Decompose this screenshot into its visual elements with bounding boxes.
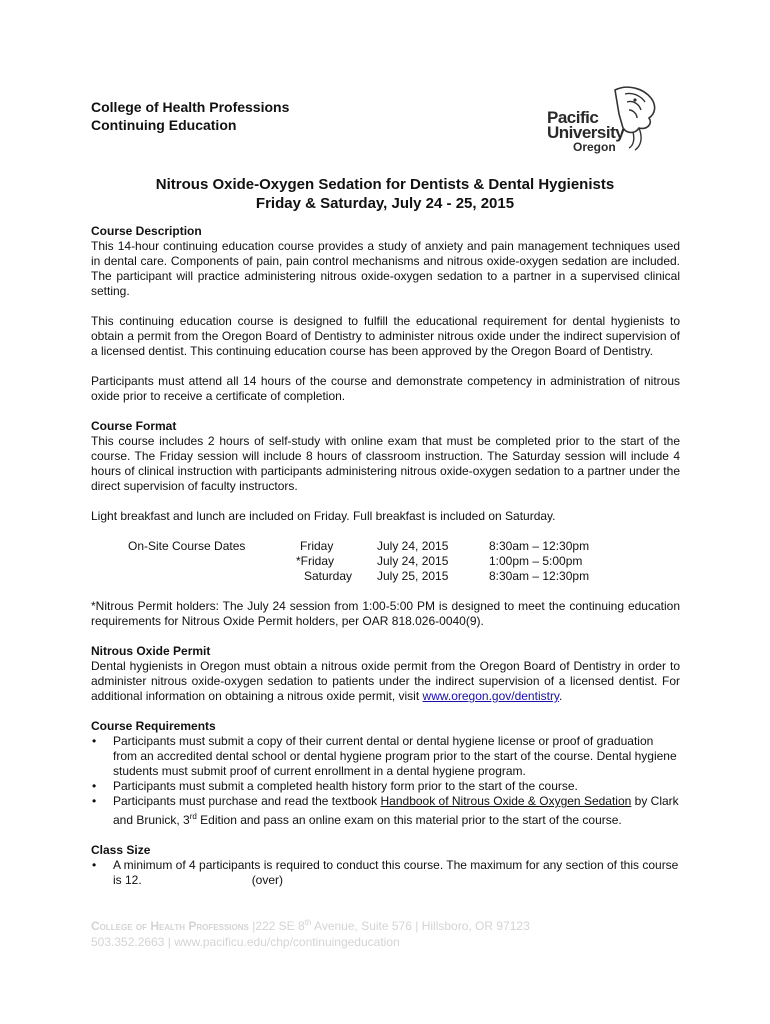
date-value: July 24, 2015 xyxy=(377,554,449,568)
date-value: July 24, 2015 xyxy=(377,539,449,553)
list-item xyxy=(113,794,680,828)
table-row xyxy=(128,569,589,584)
header-department: Continuing Education xyxy=(91,117,237,133)
list-item: • Participants must submit a completed health history form prior to the start of the course. xyxy=(113,779,680,794)
date-time: 1:00pm – 5:00pm xyxy=(489,554,583,568)
table-row xyxy=(128,539,589,554)
title-line-2: Friday & Saturday, July 24 - 25, 2015 xyxy=(255,195,515,212)
course-format-heading: Course Format xyxy=(91,419,177,433)
table-row xyxy=(128,554,589,569)
course-description-heading: Course Description xyxy=(91,224,202,238)
requirement-text: Edition and pass an online exam on this material prior to the start of the course. xyxy=(196,813,622,827)
textbook-title: Handbook of Nitrous Oxide & Oxygen Sedation xyxy=(380,794,632,808)
document-body xyxy=(91,224,680,888)
footer-address-line xyxy=(91,915,530,934)
permit-holders-note: *Nitrous Permit holders: The July 24 session from 1:00-5:00 PM is designed to meet the continuing education requirements for Nitrous Oxide Permit holders, per OAR 818.026-0040(9). xyxy=(91,599,680,628)
permit-end: . xyxy=(559,689,563,703)
page-footer xyxy=(91,915,530,950)
logo-line-2: University xyxy=(547,123,625,142)
description-paragraph-2: This continuing education course is designed to fulfill the educational requirement for dental hygienists to obtain a permit from the Oregon Board of Dentistry to administer nitrous oxide under the indirect supervision of a licensed dentist. This continuing education course has been approved by the Oregon Board of Dentistry. xyxy=(91,314,680,358)
footer-contact: 503.352.2663 | www.pacificu.edu/chp/continuingeducation xyxy=(91,935,400,949)
logo-line-3: Oregon xyxy=(573,140,616,154)
footer-org: College of Health Professions xyxy=(91,919,249,933)
dentistry-link[interactable]: www.oregon.gov/dentistry xyxy=(422,689,560,703)
permit-text: Dental hygienists in Oregon must obtain a nitrous oxide permit from the Oregon Board of Dentistry in order to administer nitrous oxide-oxygen sedation to patients under the indirect supervision of a licensed dentist. For additional information on obtaining a nitrous oxide permit, visit xyxy=(91,659,680,703)
date-value: July 25, 2015 xyxy=(377,569,449,583)
footer-address: |222 SE 8 xyxy=(248,919,305,933)
class-size-heading: Class Size xyxy=(91,843,151,857)
title-line-1: Nitrous Oxide-Oxygen Sedation for Dentists & Dental Hygienists xyxy=(155,176,615,193)
footer-ordinal: th xyxy=(304,918,312,927)
list-item xyxy=(113,858,680,888)
date-day: *Friday xyxy=(296,554,335,568)
logo-line-1: Pacific xyxy=(547,108,599,127)
nitrous-permit-heading: Nitrous Oxide Permit xyxy=(91,644,211,658)
course-dates-table xyxy=(128,539,589,584)
format-paragraph-1: This course includes 2 hours of self-study with online exam that must be completed prior to the start of the course. The Friday session will include 8 hours of classroom instruction. The Saturday session will include 4 hours of clinical instruction with participants administering nitrous oxide-oxygen sedation to a partner under the direct supervision of faculty instructors. xyxy=(91,434,680,493)
footer-address-rest: Avenue, Suite 576 | Hillsboro, OR 97123 xyxy=(311,919,530,933)
logo-wordmark xyxy=(547,110,624,155)
pacific-university-logo xyxy=(543,84,663,164)
over-marker: (over) xyxy=(251,873,284,887)
requirements-list xyxy=(91,734,680,828)
date-time: 8:30am – 12:30pm xyxy=(489,569,590,583)
dates-label: On-Site Course Dates xyxy=(128,539,246,553)
requirement-text: by Clark and Brunick, 3 xyxy=(113,794,679,827)
course-requirements-heading: Course Requirements xyxy=(91,719,216,733)
class-size-list xyxy=(91,858,680,888)
header-college: College of Health Professions xyxy=(91,99,290,115)
date-time: 8:30am – 12:30pm xyxy=(489,539,590,553)
document-title xyxy=(91,175,679,213)
list-item: • Participants must submit a copy of their current dental or dental hygiene license or proof of graduation from an accredited dental school or dental hygiene program prior to the start of the course. Dental hygiene students must submit proof of current enrollment in a dental hygiene program. xyxy=(113,734,680,779)
class-size-text: A minimum of 4 participants is required to conduct this course. The maximum for any section of this course is 12. xyxy=(113,858,679,887)
requirement-text: Participants must purchase and read the textbook xyxy=(113,794,381,808)
permit-paragraph xyxy=(91,659,680,704)
ordinal-suffix: rd xyxy=(189,812,197,821)
description-paragraph-1: This 14-hour continuing education course provides a study of anxiety and pain management techniques used in dental care. Components of pain, pain control mechanisms and nitrous oxide-oxygen sedation are included. The participant will practice administering nitrous oxide-oxygen sedation to a partner in a supervised clinical setting. xyxy=(91,239,680,298)
page-header xyxy=(91,98,289,134)
date-day: Friday xyxy=(300,539,334,553)
description-paragraph-3: Participants must attend all 14 hours of the course and demonstrate competency in administration of nitrous oxide prior to receive a certificate of completion. xyxy=(91,374,680,403)
format-paragraph-2: Light breakfast and lunch are included on Friday. Full breakfast is included on Saturday. xyxy=(91,509,556,523)
date-day: Saturday xyxy=(304,569,353,583)
